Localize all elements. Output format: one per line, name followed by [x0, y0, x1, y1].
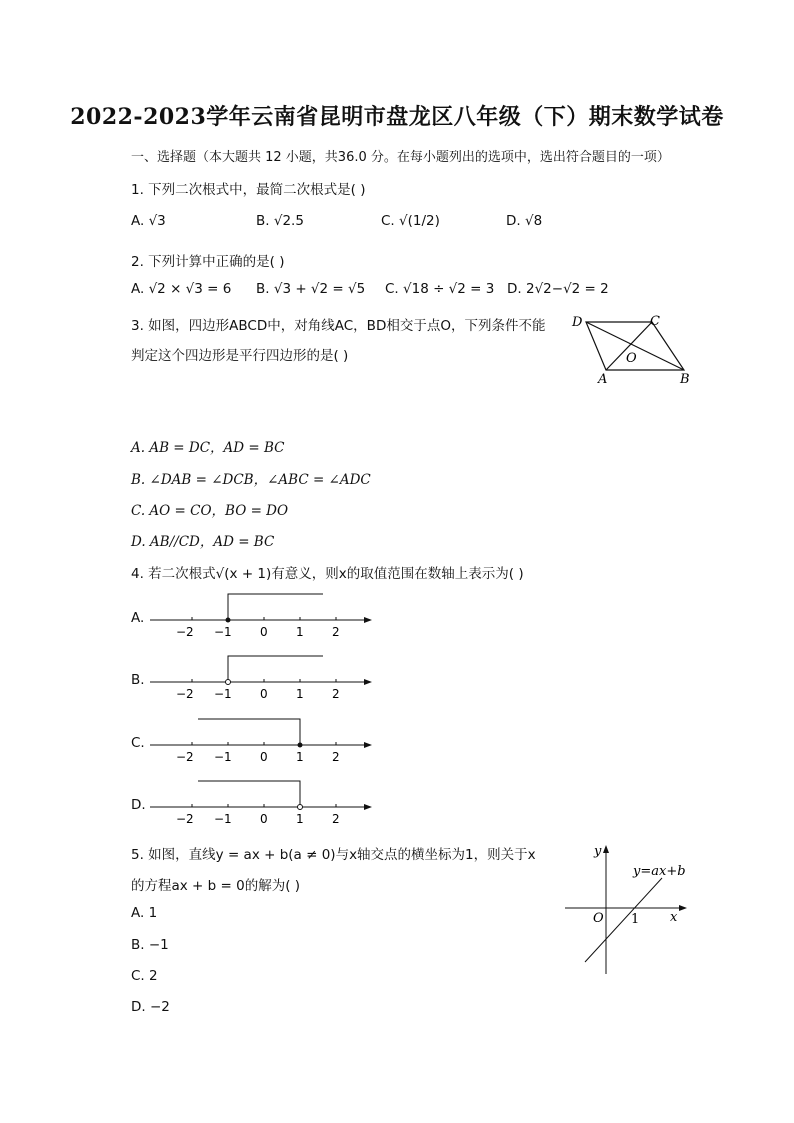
q3-stem-line2: 判定这个四边形是平行四边形的是( ) — [131, 348, 349, 364]
tick-label: 0 — [260, 625, 268, 639]
intercept-label: 1 — [631, 912, 640, 927]
q1-option-b: B. √2.5 — [256, 213, 304, 229]
endpoint-open — [226, 680, 231, 685]
tick-label: −1 — [214, 750, 232, 764]
axis-arrow — [364, 742, 372, 748]
label-o: O — [626, 351, 637, 366]
number-line-c — [148, 713, 378, 765]
q5-option-a: A. 1 — [131, 905, 158, 921]
q3-option-a: A. AB = DC，AD = BC — [131, 440, 285, 456]
tick-label: 2 — [332, 750, 340, 764]
q5-option-b: B. −1 — [131, 937, 169, 953]
q1-option-d: D. √8 — [506, 213, 543, 229]
axis-arrow — [364, 804, 372, 810]
section-heading: 一、选择题（本大题共 12 小题，共36.0 分。在每小题列出的选项中，选出符合题目的一项） — [131, 150, 670, 165]
number-line-a — [148, 588, 378, 640]
tick-label: 2 — [332, 625, 340, 639]
solution-ray — [198, 719, 300, 745]
q2-option-a: A. √2 × √3 = 6 — [131, 281, 232, 297]
q3-stem-line1: 3. 如图，四边形ABCD中，对角线AC，BD相交于点O，下列条件不能 — [131, 318, 546, 334]
linear-function-graph — [560, 838, 700, 978]
tick-label: 1 — [296, 750, 304, 764]
q2-option-b: B. √3 + √2 = √5 — [256, 281, 366, 297]
tick-label: 1 — [296, 625, 304, 639]
y-axis-arrow — [603, 845, 609, 853]
q2-stem: 2. 下列计算中正确的是( ) — [131, 254, 285, 270]
number-line-b — [148, 650, 378, 702]
parallelogram-figure — [566, 308, 696, 390]
tick-label: −1 — [214, 625, 232, 639]
solution-ray — [198, 781, 300, 804]
q3-option-d: D. AB//CD，AD = BC — [131, 534, 275, 550]
q4-option-d-label: D. — [131, 797, 146, 813]
exam-title: 2022-2023学年云南省昆明市盘龙区八年级（下）期末数学试卷 — [70, 104, 724, 130]
q4-option-a-label: A. — [131, 610, 145, 626]
axis-arrow — [364, 617, 372, 623]
q3-option-c: C. AO = CO，BO = DO — [131, 503, 289, 519]
q5-stem-line1: 5. 如图，直线y = ax + b(a ≠ 0)与x轴交点的横坐标为1，则关于x — [131, 847, 536, 863]
q1-option-c: C. √(1/2) — [381, 213, 440, 229]
x-axis-arrow — [679, 905, 687, 911]
q4-stem: 4. 若二次根式√(x + 1)有意义，则x的取值范围在数轴上表示为( ) — [131, 566, 524, 582]
tick-label: 2 — [332, 812, 340, 826]
tick-label: −2 — [176, 687, 194, 701]
tick-label: −2 — [176, 625, 194, 639]
x-axis-label: x — [670, 910, 678, 925]
q5-option-c: C. 2 — [131, 968, 158, 984]
tick-label: −1 — [214, 812, 232, 826]
tick-label: 1 — [296, 812, 304, 826]
label-c: C — [650, 314, 660, 329]
q5-stem-line2: 的方程ax + b = 0的解为( ) — [131, 878, 301, 894]
tick-label: −2 — [176, 812, 194, 826]
q1-option-a: A. √3 — [131, 213, 166, 229]
axis-arrow — [364, 679, 372, 685]
y-axis-label: y — [594, 844, 602, 859]
origin-label: O — [593, 911, 604, 926]
q4-option-c-label: C. — [131, 735, 145, 751]
label-a: A — [598, 372, 608, 387]
q1-stem: 1. 下列二次根式中，最简二次根式是( ) — [131, 182, 366, 198]
tick-label: 0 — [260, 750, 268, 764]
tick-label: −2 — [176, 750, 194, 764]
label-d: D — [572, 315, 583, 330]
q3-option-b: B. ∠DAB = ∠DCB，∠ABC = ∠ADC — [131, 472, 371, 488]
endpoint-open — [298, 805, 303, 810]
solution-ray — [228, 656, 323, 679]
tick-label: 0 — [260, 687, 268, 701]
endpoint-solid — [298, 743, 303, 748]
solution-ray — [228, 594, 323, 620]
tick-label: 1 — [296, 687, 304, 701]
q5-option-d: D. −2 — [131, 999, 170, 1015]
tick-label: −1 — [214, 687, 232, 701]
line-equation-label: y=ax+b — [633, 864, 686, 879]
label-b: B — [680, 372, 690, 387]
q2-option-c: C. √18 ÷ √2 = 3 — [385, 281, 495, 297]
number-line-d — [148, 775, 378, 827]
q2-option-d: D. 2√2−√2 = 2 — [507, 281, 609, 297]
q4-option-b-label: B. — [131, 672, 145, 688]
tick-label: 0 — [260, 812, 268, 826]
endpoint-solid — [226, 618, 231, 623]
tick-label: 2 — [332, 687, 340, 701]
